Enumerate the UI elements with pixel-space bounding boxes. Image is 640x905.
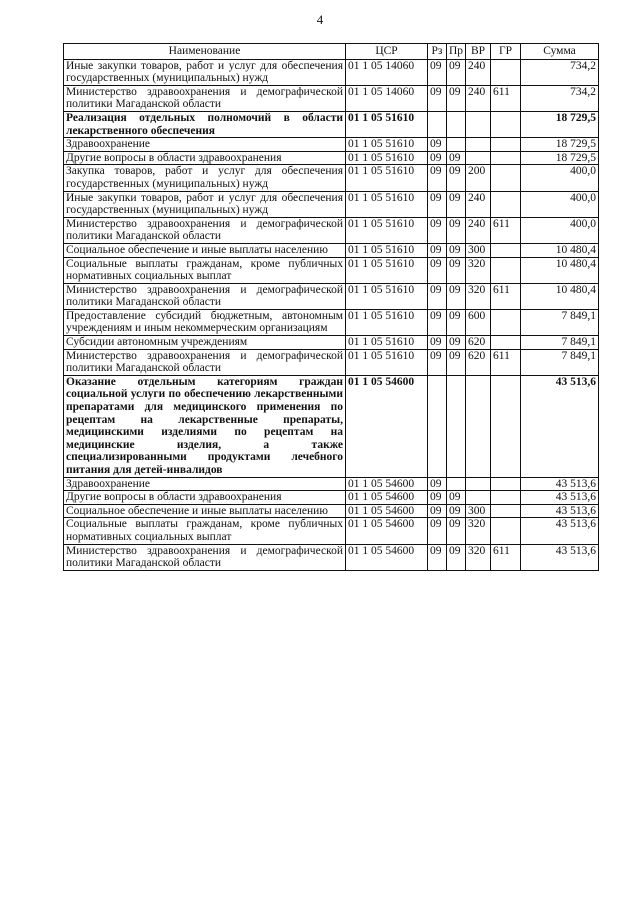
cell-sum: 18 729,5 [521, 151, 599, 165]
cell-csr: 01 1 05 51610 [346, 243, 428, 257]
cell-rz: 09 [428, 138, 447, 152]
cell-csr: 01 1 05 51610 [346, 111, 428, 137]
cell-csr: 01 1 05 14060 [346, 59, 428, 85]
table-row [64, 375, 599, 477]
cell-csr: 01 1 05 51610 [346, 349, 428, 375]
cell-gr: 611 [491, 283, 521, 309]
cell-vr: 320 [466, 257, 491, 283]
cell-vr [466, 375, 491, 477]
cell-sum: 43 513,6 [521, 375, 599, 477]
cell-pr: 09 [447, 491, 466, 505]
cell-sum: 734,2 [521, 59, 599, 85]
cell-pr [447, 375, 466, 477]
cell-rz: 09 [428, 283, 447, 309]
cell-pr [447, 138, 466, 152]
cell-sum: 43 513,6 [521, 477, 599, 491]
cell-sum: 18 729,5 [521, 111, 599, 137]
table-row [64, 349, 599, 375]
cell-csr: 01 1 05 54600 [346, 518, 428, 544]
cell-name: Другие вопросы в области здравоохранения [64, 491, 346, 505]
cell-pr: 09 [447, 217, 466, 243]
cell-rz: 09 [428, 504, 447, 518]
cell-csr: 01 1 05 51610 [346, 309, 428, 335]
cell-sum: 400,0 [521, 165, 599, 191]
table-row [64, 151, 599, 165]
cell-vr [466, 151, 491, 165]
cell-csr: 01 1 05 54600 [346, 544, 428, 570]
cell-gr [491, 257, 521, 283]
cell-name: Социальные выплаты гражданам, кроме публичных нормативных социальных выплат [64, 257, 346, 283]
cell-csr: 01 1 05 51610 [346, 336, 428, 350]
cell-name: Социальные выплаты гражданам, кроме публичных нормативных социальных выплат [64, 518, 346, 544]
cell-sum: 400,0 [521, 217, 599, 243]
table-row [64, 243, 599, 257]
cell-vr: 620 [466, 336, 491, 350]
cell-csr: 01 1 05 51610 [346, 165, 428, 191]
cell-sum: 43 513,6 [521, 518, 599, 544]
header-gr: ГР [491, 44, 521, 60]
cell-rz: 09 [428, 309, 447, 335]
table-row [64, 477, 599, 491]
cell-rz: 09 [428, 85, 447, 111]
cell-vr [466, 111, 491, 137]
cell-vr: 300 [466, 243, 491, 257]
cell-pr: 09 [447, 349, 466, 375]
cell-csr: 01 1 05 54600 [346, 491, 428, 505]
cell-pr: 09 [447, 85, 466, 111]
cell-gr [491, 111, 521, 137]
cell-name: Иные закупки товаров, работ и услуг для обеспечения государственных (муниципальных) нужд [64, 59, 346, 85]
header-name: Наименование [64, 44, 346, 60]
cell-gr: 611 [491, 217, 521, 243]
cell-gr [491, 336, 521, 350]
cell-name: Реализация отдельных полномочий в области лекарственного обеспечения [64, 111, 346, 137]
cell-vr: 240 [466, 217, 491, 243]
cell-gr [491, 518, 521, 544]
cell-vr: 320 [466, 283, 491, 309]
cell-gr [491, 191, 521, 217]
cell-pr: 09 [447, 257, 466, 283]
cell-pr: 09 [447, 544, 466, 570]
table-row [64, 504, 599, 518]
table-row [64, 257, 599, 283]
cell-vr [466, 138, 491, 152]
cell-rz: 09 [428, 243, 447, 257]
header-csr: ЦСР [346, 44, 428, 60]
cell-vr: 320 [466, 518, 491, 544]
cell-rz: 09 [428, 59, 447, 85]
cell-csr: 01 1 05 54600 [346, 504, 428, 518]
cell-name: Социальное обеспечение и иные выплаты населению [64, 504, 346, 518]
table-row [64, 309, 599, 335]
table-row [64, 283, 599, 309]
cell-name: Социальное обеспечение и иные выплаты населению [64, 243, 346, 257]
cell-rz: 09 [428, 544, 447, 570]
table-row [64, 138, 599, 152]
cell-gr [491, 243, 521, 257]
cell-gr [491, 504, 521, 518]
cell-csr: 01 1 05 51610 [346, 283, 428, 309]
cell-sum: 43 513,6 [521, 504, 599, 518]
cell-name: Министерство здравоохранения и демографической политики Магаданской области [64, 349, 346, 375]
cell-gr: 611 [491, 544, 521, 570]
header-vr: ВР [466, 44, 491, 60]
cell-pr: 09 [447, 283, 466, 309]
cell-pr: 09 [447, 59, 466, 85]
cell-gr [491, 138, 521, 152]
cell-sum: 734,2 [521, 85, 599, 111]
cell-vr: 200 [466, 165, 491, 191]
cell-name: Иные закупки товаров, работ и услуг для обеспечения государственных (муниципальных) нужд [64, 191, 346, 217]
cell-name: Здравоохранение [64, 138, 346, 152]
cell-name: Министерство здравоохранения и демографической политики Магаданской области [64, 217, 346, 243]
cell-pr [447, 111, 466, 137]
cell-sum: 7 849,1 [521, 309, 599, 335]
page-number: 4 [316, 12, 324, 27]
cell-sum: 400,0 [521, 191, 599, 217]
cell-sum: 7 849,1 [521, 349, 599, 375]
cell-gr [491, 375, 521, 477]
cell-vr: 240 [466, 85, 491, 111]
cell-vr: 300 [466, 504, 491, 518]
cell-name: Министерство здравоохранения и демографической политики Магаданской области [64, 544, 346, 570]
cell-name: Здравоохранение [64, 477, 346, 491]
budget-table [63, 43, 599, 571]
cell-name: Субсидии автономным учреждениям [64, 336, 346, 350]
cell-pr: 09 [447, 309, 466, 335]
cell-csr: 01 1 05 54600 [346, 375, 428, 477]
cell-gr [491, 491, 521, 505]
cell-pr: 09 [447, 151, 466, 165]
cell-pr [447, 477, 466, 491]
cell-vr: 320 [466, 544, 491, 570]
table-row [64, 59, 599, 85]
cell-gr: 611 [491, 349, 521, 375]
cell-vr: 240 [466, 59, 491, 85]
cell-pr: 09 [447, 191, 466, 217]
table-row [64, 518, 599, 544]
cell-csr: 01 1 05 51610 [346, 217, 428, 243]
cell-sum: 43 513,6 [521, 491, 599, 505]
cell-rz: 09 [428, 151, 447, 165]
cell-pr: 09 [447, 504, 466, 518]
table-row [64, 111, 599, 137]
cell-rz: 09 [428, 349, 447, 375]
cell-rz: 09 [428, 336, 447, 350]
cell-csr: 01 1 05 51610 [346, 191, 428, 217]
cell-name: Оказание отдельным категориям граждан социальной услуги по обеспечению лекарственными препаратами для медицинского применения по рецептам на лекарственные препараты, медицинскими изделиями по рецептам на медицинские изделия, а также специализированными продуктами лечебного питания для детей-инвалидов [64, 375, 346, 477]
cell-name: Закупка товаров, работ и услуг для обеспечения государственных (муниципальных) нужд [64, 165, 346, 191]
cell-vr: 240 [466, 191, 491, 217]
cell-csr: 01 1 05 54600 [346, 477, 428, 491]
table-row [64, 165, 599, 191]
cell-rz: 09 [428, 477, 447, 491]
cell-sum: 18 729,5 [521, 138, 599, 152]
table-row [64, 191, 599, 217]
cell-vr: 600 [466, 309, 491, 335]
cell-name: Другие вопросы в области здравоохранения [64, 151, 346, 165]
table-row [64, 336, 599, 350]
cell-pr: 09 [447, 243, 466, 257]
table-row [64, 491, 599, 505]
cell-name: Министерство здравоохранения и демографической политики Магаданской области [64, 283, 346, 309]
cell-csr: 01 1 05 51610 [346, 151, 428, 165]
cell-sum: 7 849,1 [521, 336, 599, 350]
cell-pr: 09 [447, 518, 466, 544]
header-rz: Рз [428, 44, 447, 60]
header-sum: Сумма [521, 44, 599, 60]
cell-pr: 09 [447, 336, 466, 350]
cell-vr [466, 477, 491, 491]
cell-csr: 01 1 05 51610 [346, 138, 428, 152]
table-row [64, 544, 599, 570]
cell-sum: 10 480,4 [521, 283, 599, 309]
cell-rz: 09 [428, 191, 447, 217]
table-header-row [64, 44, 599, 60]
cell-rz [428, 111, 447, 137]
cell-gr [491, 151, 521, 165]
cell-vr [466, 491, 491, 505]
cell-name: Министерство здравоохранения и демографической политики Магаданской области [64, 85, 346, 111]
cell-gr [491, 59, 521, 85]
cell-gr [491, 477, 521, 491]
cell-gr [491, 165, 521, 191]
table-row [64, 217, 599, 243]
cell-sum: 43 513,6 [521, 544, 599, 570]
cell-rz [428, 375, 447, 477]
table-row [64, 85, 599, 111]
cell-gr [491, 309, 521, 335]
cell-csr: 01 1 05 14060 [346, 85, 428, 111]
cell-gr: 611 [491, 85, 521, 111]
cell-rz: 09 [428, 165, 447, 191]
cell-rz: 09 [428, 491, 447, 505]
cell-name: Предоставление субсидий бюджетным, автономным учреждениям и иным некоммерческим организациям [64, 309, 346, 335]
cell-vr: 620 [466, 349, 491, 375]
cell-rz: 09 [428, 518, 447, 544]
cell-rz: 09 [428, 257, 447, 283]
cell-pr: 09 [447, 165, 466, 191]
cell-sum: 10 480,4 [521, 257, 599, 283]
cell-csr: 01 1 05 51610 [346, 257, 428, 283]
cell-sum: 10 480,4 [521, 243, 599, 257]
header-pr: Пр [447, 44, 466, 60]
cell-rz: 09 [428, 217, 447, 243]
